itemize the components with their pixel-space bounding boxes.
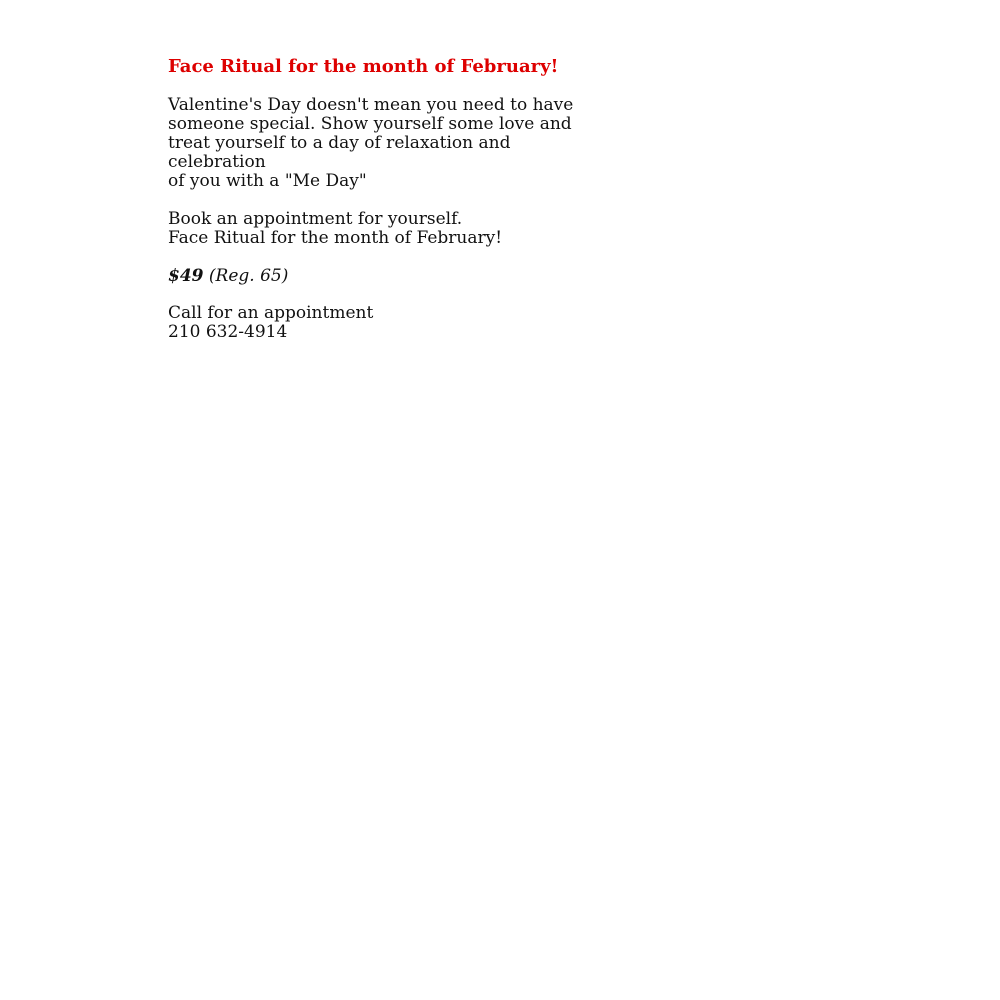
call-paragraph (168, 304, 588, 342)
sale-price: $49 (168, 266, 204, 286)
regular-price: (Reg. 65) (208, 266, 289, 286)
price-line (168, 267, 588, 286)
intro-paragraph (168, 96, 588, 191)
intro-line: of you with a "Me Day" (168, 171, 367, 191)
booking-line: Book an appointment for yourself. (168, 209, 463, 229)
booking-paragraph (168, 210, 588, 248)
call-line: Call for an appointment (168, 303, 374, 323)
intro-line: someone special. Show yourself some love and (168, 114, 572, 134)
promo-content (168, 56, 588, 361)
promo-headline: Face Ritual for the month of February! (168, 56, 559, 77)
booking-line: Face Ritual for the month of February! (168, 228, 503, 248)
intro-line: Valentine's Day doesn't mean you need to have (168, 95, 574, 115)
intro-line: treat yourself to a day of relaxation and celebration (168, 133, 511, 172)
phone-number: 210 632-4914 (168, 322, 288, 342)
